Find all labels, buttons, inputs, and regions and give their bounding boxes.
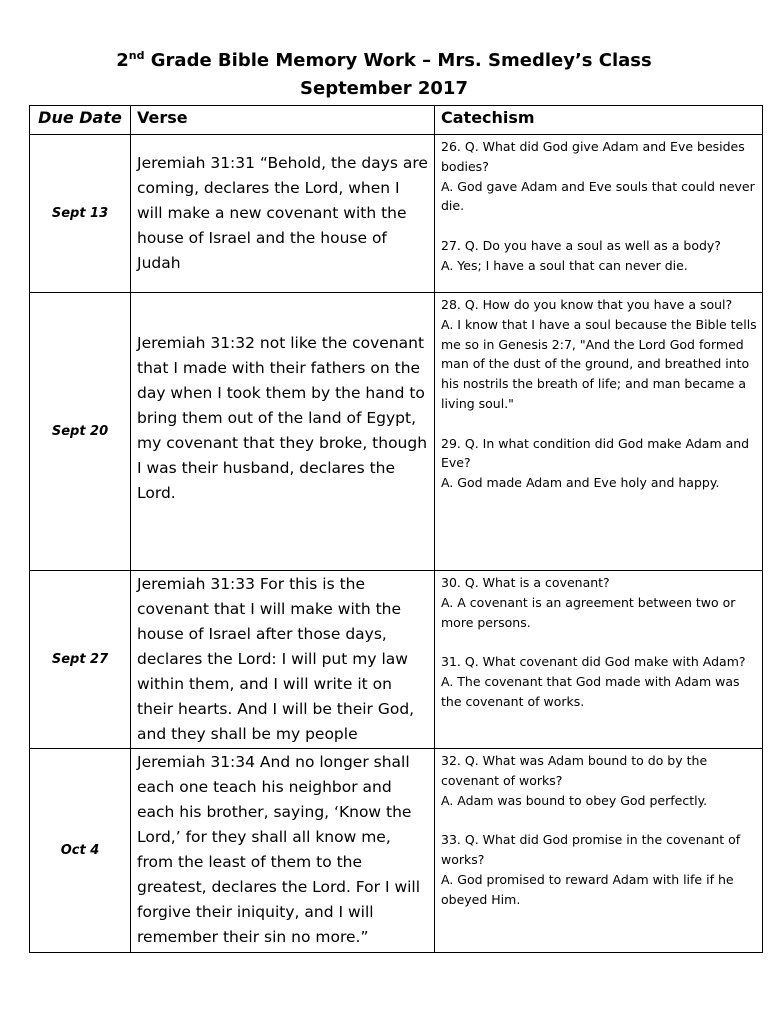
due-date-cell: Sept 20 — [30, 293, 131, 571]
catechism-answer: A. God promised to reward Adam with life if he obeyed Him. — [441, 871, 734, 907]
catechism-question: 30. Q. What is a covenant? — [441, 575, 610, 590]
title-superscript: nd — [128, 49, 145, 62]
table-row — [30, 571, 763, 749]
catechism-cell — [435, 571, 763, 749]
catechism-answer: A. God made Adam and Eve holy and happy. — [441, 475, 720, 491]
catechism-cell — [435, 135, 763, 293]
catechism-cell — [435, 293, 763, 571]
column-header-due-date: Due Date — [30, 106, 131, 135]
title-prefix: 2 — [116, 50, 129, 71]
due-date-cell: Sept 13 — [30, 135, 131, 293]
due-date-cell: Sept 27 — [30, 571, 131, 749]
catechism-question: 27. Q. Do you have a soul as well as a body? — [441, 237, 721, 253]
catechism-answer: A. I know that I have a soul because the Bible tells me so in Genesis 2:7, "And the Lord God formed man of the dust of the ground, and breathed into his nostrils the breath of life; and man became a living soul." — [441, 316, 757, 411]
catechism-question: 26. Q. What did God give Adam and Eve besides bodies? — [441, 139, 745, 174]
column-header-verse: Verse — [131, 106, 435, 135]
verse-cell: Jeremiah 31:33 For this is the covenant that I will make with the house of Israel after those days, declares the Lord: I will put my law within them, and I will write it on their hearts. And I will be their God, and they shall be my people — [131, 571, 435, 749]
catechism-answer: A. Yes; I have a soul that can never die. — [441, 257, 688, 273]
column-header-catechism: Catechism — [435, 106, 763, 135]
verse-cell: Jeremiah 31:32 not like the covenant that I made with their fathers on the day when I took them by the hand to bring them out of the land of Egypt, my covenant that they broke, though I was their husband, declares the Lord. — [131, 293, 435, 571]
catechism-question: 31. Q. What covenant did God make with Adam? — [441, 654, 746, 670]
table-header-row — [30, 106, 763, 135]
page-title — [0, 49, 768, 71]
due-date-cell: Oct 4 — [30, 749, 131, 953]
catechism-question: 28. Q. How do you know that you have a soul? — [441, 297, 733, 312]
verse-cell: Jeremiah 31:31 “Behold, the days are coming, declares the Lord, when I will make a new covenant with the house of Israel and the house of Judah — [131, 135, 435, 293]
catechism-question: 33. Q. What did God promise in the covenant of works? — [441, 832, 741, 867]
table-row — [30, 749, 763, 953]
title-text: Grade Bible Memory Work – Mrs. Smedley’s Class — [144, 50, 652, 71]
catechism-answer: A. The covenant that God made with Adam was the covenant of works. — [441, 673, 740, 709]
catechism-answer: A. God gave Adam and Eve souls that could never die. — [441, 178, 755, 214]
table-row — [30, 135, 763, 293]
page-subtitle: September 2017 — [300, 78, 468, 99]
memory-work-table — [29, 105, 763, 953]
catechism-question: 29. Q. In what condition did God make Adam and Eve? — [441, 435, 750, 471]
catechism-answer: A. Adam was bound to obey God perfectly. — [441, 792, 708, 808]
verse-cell: Jeremiah 31:34 And no longer shall each one teach his neighbor and each his brother, saying, ‘Know the Lord,’ for they shall all know me, from the least of them to the greatest, declares the Lord. For I will forgive their iniquity, and I will remember their sin no more.” — [131, 749, 435, 953]
catechism-question: 32. Q. What was Adam bound to do by the covenant of works? — [441, 753, 708, 788]
catechism-answer: A. A covenant is an agreement between two or more persons. — [441, 594, 736, 630]
table-row — [30, 293, 763, 571]
catechism-cell — [435, 749, 763, 953]
